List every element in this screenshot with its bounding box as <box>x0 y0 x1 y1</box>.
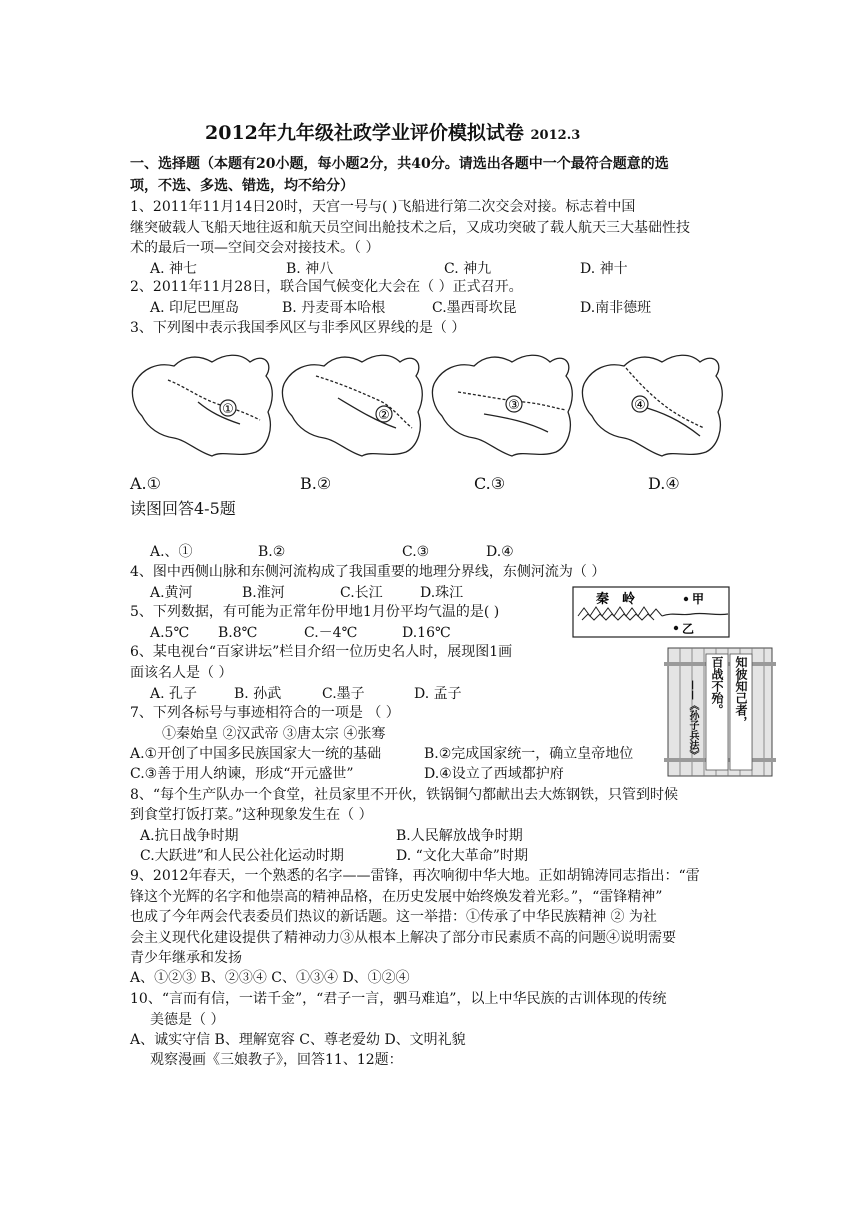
q9-line1: 9、2012年春天，一个熟悉的名字——雷锋，再次响彻中华大地。正如胡锦涛同志指出：“雷 <box>130 868 700 884</box>
section-heading-line2: 项，不选、多选、错选，均不给分） <box>130 178 354 194</box>
q4-option-c: C.长江 <box>340 585 383 601</box>
q9-line5: 青少年继承和发扬 <box>130 950 242 966</box>
q7-line1: 7、下列各标号与事迹相符合的一项是 （ ） <box>130 705 400 721</box>
q9-options: A、①②③ B、②③④ C、①③④ D、①②④ <box>130 970 410 986</box>
q1-line1: 1、2011年11月14日20时，天宫一号与( )飞船进行第二次交会对接。标志着中国 <box>130 199 636 215</box>
bamboo-scroll-figure <box>664 640 776 784</box>
q5-line1: 5、下列数据，有可能为正常年份甲地1月份平均气温的是( ) <box>130 604 500 620</box>
q3-option-b: B.② <box>300 474 332 493</box>
q1-line3: 术的最后一项—空间交会对接技术。（ ） <box>130 240 380 256</box>
q4-line1: 4、图中西侧山脉和东侧河流构成了我国重要的地理分界线，东侧河流为（ ） <box>130 564 606 580</box>
q2-option-c: C.墨西哥坎昆 <box>432 300 517 316</box>
q6-line2: 面该名人是（ ） <box>130 665 233 681</box>
read-figure-instruction: 读图回答4-5题 <box>130 499 236 518</box>
q4-option-b: B.淮河 <box>242 585 285 601</box>
q1-option-d: D. 神十 <box>580 261 628 277</box>
china-map-4 <box>582 355 722 456</box>
q4-option-a: A.黄河 <box>150 585 193 601</box>
extra-option-d: D.④ <box>486 544 514 560</box>
china-map-1 <box>132 355 272 456</box>
extra-option-c: C.③ <box>402 544 430 560</box>
q1-line2: 继突破载人飞船天地往返和航天员空间出舱技术之后，又成功突破了载人航天三大基础性技 <box>130 220 690 236</box>
q3-option-d: D.④ <box>648 474 680 493</box>
exam-title-main: 2012年九年级社政学业评价模拟试卷 <box>205 122 524 144</box>
scroll-text-col1: 知彼知己者， <box>734 656 748 728</box>
china-map-3 <box>432 355 572 456</box>
q7-option-a: A.①开创了中国多民族国家大一统的基础 <box>130 746 382 762</box>
q8-option-b: B.人民解放战争时期 <box>396 828 523 844</box>
china-maps-figure <box>128 348 728 460</box>
q8-option-a: A.抗日战争时期 <box>140 828 239 844</box>
china-map-2 <box>282 355 422 456</box>
map-label-3: ③ <box>508 398 520 413</box>
q2-option-a: A. 印尼巴厘岛 <box>150 300 240 316</box>
q8-line2: 到食堂打饭打菜。”这种现象发生在（ ） <box>130 807 373 823</box>
extra-option-b: B.② <box>258 544 286 560</box>
q9-line3: 也成了今年两会代表委员们热议的新话题。这一举措：①传承了中华民族精神 ② 为社 <box>130 909 657 925</box>
q4-option-d: D.珠江 <box>420 585 464 601</box>
q6-line1: 6、某电视台“百家讲坛”栏目介绍一位历史名人时，展现图1画 <box>130 644 513 660</box>
map-label-1: ① <box>222 402 234 417</box>
q5-option-b: B.8℃ <box>218 625 258 641</box>
q7-option-d: D.④设立了西域都护府 <box>424 766 564 782</box>
q6-option-a: A. 孔子 <box>150 686 198 702</box>
exam-title <box>205 118 580 145</box>
qinling-label: 秦 岭 <box>596 592 636 607</box>
q5-option-c: C.－4℃ <box>304 625 358 641</box>
scroll-text-col3: ——《孙子兵法》 <box>687 680 698 760</box>
q11-12-instruction: 观察漫画《三娘教子》，回答11、12题： <box>150 1052 403 1068</box>
extra-option-a: A.、① <box>150 544 193 560</box>
q3-option-c: C.③ <box>474 474 506 493</box>
q1-option-b: B. 神八 <box>286 261 334 277</box>
q7-items: ①秦始皇 ②汉武帝 ③唐太宗 ④张骞 <box>162 726 386 742</box>
q8-option-d: D. “文化大革命”时期 <box>396 848 528 864</box>
exam-date: 2012.3 <box>530 128 581 143</box>
q8-line1: 8、“每个生产队办一个食堂，社员家里不开伙，铁锅铜勺都献出去大炼钢铁，只管到时候 <box>130 787 679 803</box>
q2-line1: 2、2011年11月28日，联合国气候变化大会在（ ）正式召开。 <box>130 279 523 295</box>
q1-option-c: C. 神九 <box>444 261 492 277</box>
q7-option-b: B.②完成国家统一，确立皇帝地位 <box>424 746 634 762</box>
q2-option-d: D.南非德班 <box>580 300 652 316</box>
q5-option-d: D.16℃ <box>402 625 451 641</box>
q2-option-b: B. 丹麦哥本哈根 <box>282 300 386 316</box>
map-label-4: ④ <box>634 398 646 413</box>
q1-option-a: A. 神七 <box>150 261 198 277</box>
qinling-map-figure <box>572 586 730 638</box>
point-jia-label: 甲 <box>692 592 705 606</box>
map-label-2: ② <box>378 408 390 423</box>
point-yi-label: 乙 <box>682 622 695 636</box>
scroll-text-col2: 百战不殆。 <box>710 656 724 716</box>
q10-line2: 美德是（ ） <box>150 1012 225 1028</box>
q9-line4: 会主义现代化建设提供了精神动力③从根本上解决了部分市民素质不高的问题④说明需要 <box>130 930 676 946</box>
q6-option-c: C.墨子 <box>322 686 365 702</box>
section-heading-line1: 一、选择题（本题有20小题，每小题2分，共40分。请选出各题中一个最符合题意的选 <box>130 156 669 172</box>
q8-option-c: C.大跃进”和人民公社化运动时期 <box>140 848 344 864</box>
q10-line1: 10、“言而有信，一诺千金”，“君子一言，驷马难追”，以上中华民族的古训体现的传统 <box>130 991 667 1007</box>
q6-option-d: D. 孟子 <box>414 686 462 702</box>
q3-line1: 3、下列图中表示我国季风区与非季风区界线的是（ ） <box>130 320 466 336</box>
q7-option-c: C.③善于用人纳谏，形成“开元盛世” <box>130 766 354 782</box>
q3-option-a: A.① <box>130 474 161 493</box>
q6-option-b: B. 孙武 <box>234 686 282 702</box>
q9-line2: 锋这个光辉的名字和他崇高的精神品格，在历史发展中始终焕发着光彩。”，“雷锋精神” <box>130 889 663 905</box>
q10-options: A、诚实守信 B、理解宽容 C、尊老爱幼 D、文明礼貌 <box>130 1032 466 1048</box>
q5-option-a: A.5℃ <box>150 625 190 641</box>
